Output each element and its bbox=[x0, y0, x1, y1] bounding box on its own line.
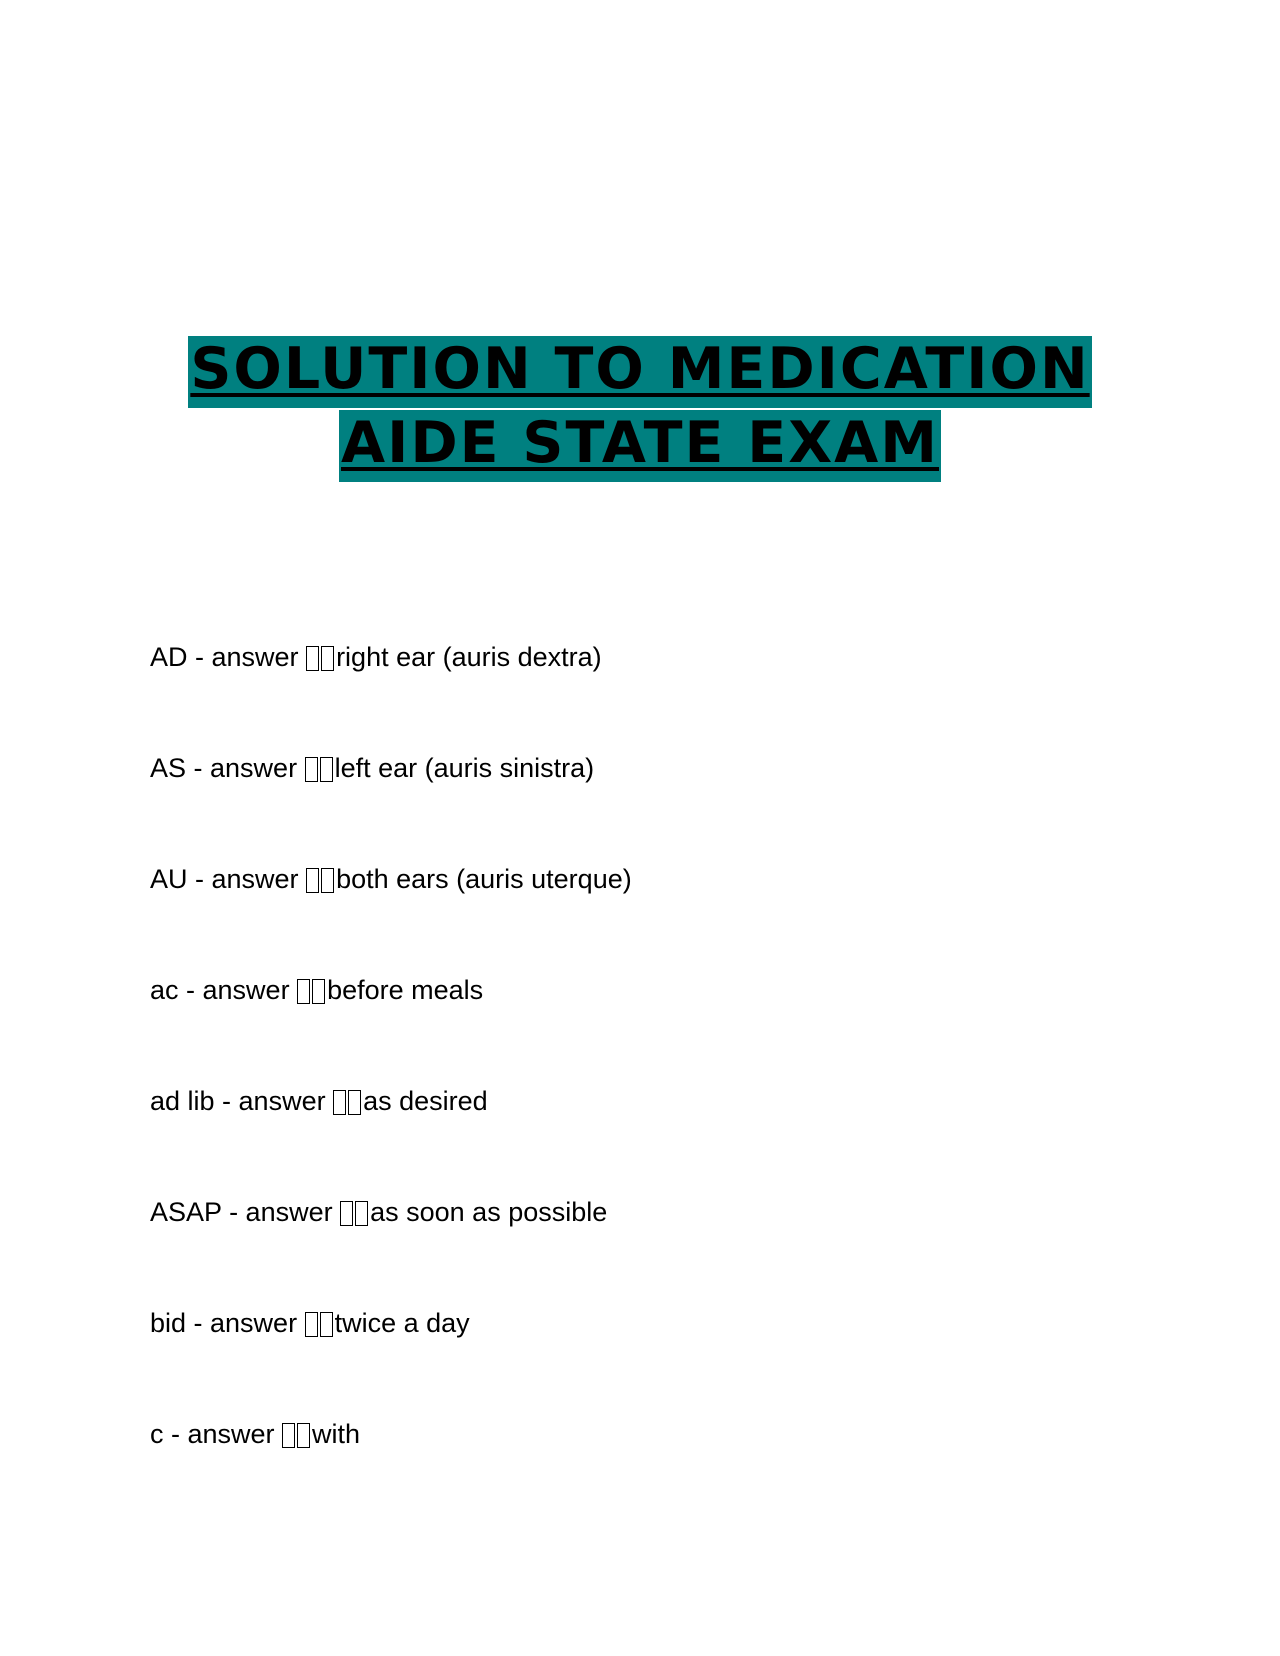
missing-glyph-icon bbox=[312, 979, 325, 1004]
missing-glyph-icon bbox=[297, 1423, 310, 1448]
term-entry bbox=[150, 1417, 632, 1451]
entry-answer: right ear (auris dextra) bbox=[336, 642, 602, 672]
missing-glyph-icon bbox=[320, 757, 333, 782]
missing-glyph-icon bbox=[321, 868, 334, 893]
title-line-2: AIDE STATE EXAM bbox=[339, 410, 941, 482]
entry-separator: - answer bbox=[221, 1197, 341, 1227]
entry-answer: with bbox=[312, 1419, 361, 1449]
entry-answer: as soon as possible bbox=[370, 1197, 608, 1227]
term-entry bbox=[150, 1084, 632, 1118]
missing-glyph-icon bbox=[348, 1090, 361, 1115]
entry-answer: left ear (auris sinistra) bbox=[334, 753, 595, 783]
entry-term: ASAP bbox=[150, 1197, 222, 1227]
entry-answer: twice a day bbox=[334, 1308, 470, 1338]
entry-term: AU bbox=[150, 864, 188, 894]
term-entry bbox=[150, 1306, 632, 1340]
entry-answer: as desired bbox=[363, 1086, 488, 1116]
entry-separator: - answer bbox=[186, 753, 305, 783]
entry-separator: - answer bbox=[187, 642, 307, 672]
missing-glyph-icon bbox=[340, 1201, 353, 1226]
missing-glyph-icon bbox=[305, 1312, 318, 1337]
entry-term: c bbox=[150, 1419, 164, 1449]
entry-separator: - answer bbox=[178, 975, 298, 1005]
term-entry bbox=[150, 862, 632, 896]
entry-term: ad lib bbox=[150, 1086, 215, 1116]
entry-separator: - answer bbox=[187, 864, 307, 894]
missing-glyph-icon bbox=[306, 868, 319, 893]
entry-term: AD bbox=[150, 642, 188, 672]
term-entry bbox=[150, 640, 632, 674]
title-line-1: SOLUTION TO MEDICATION bbox=[188, 336, 1091, 408]
term-entry bbox=[150, 973, 632, 1007]
missing-glyph-icon bbox=[355, 1201, 368, 1226]
entry-separator: - answer bbox=[163, 1419, 283, 1449]
term-entry bbox=[150, 751, 632, 785]
term-list bbox=[150, 640, 632, 1528]
entry-answer: before meals bbox=[327, 975, 484, 1005]
entry-term: AS bbox=[150, 753, 187, 783]
term-entry bbox=[150, 1195, 632, 1229]
entry-term: bid bbox=[150, 1308, 187, 1338]
entry-separator: - answer bbox=[186, 1308, 305, 1338]
entry-term: ac bbox=[150, 975, 179, 1005]
missing-glyph-icon bbox=[282, 1423, 295, 1448]
missing-glyph-icon bbox=[305, 757, 318, 782]
missing-glyph-icon bbox=[321, 646, 334, 671]
entry-answer: both ears (auris uterque) bbox=[336, 864, 632, 894]
missing-glyph-icon bbox=[320, 1312, 333, 1337]
document-title bbox=[0, 336, 1280, 484]
missing-glyph-icon bbox=[297, 979, 310, 1004]
missing-glyph-icon bbox=[306, 646, 319, 671]
missing-glyph-icon bbox=[333, 1090, 346, 1115]
entry-separator: - answer bbox=[214, 1086, 334, 1116]
